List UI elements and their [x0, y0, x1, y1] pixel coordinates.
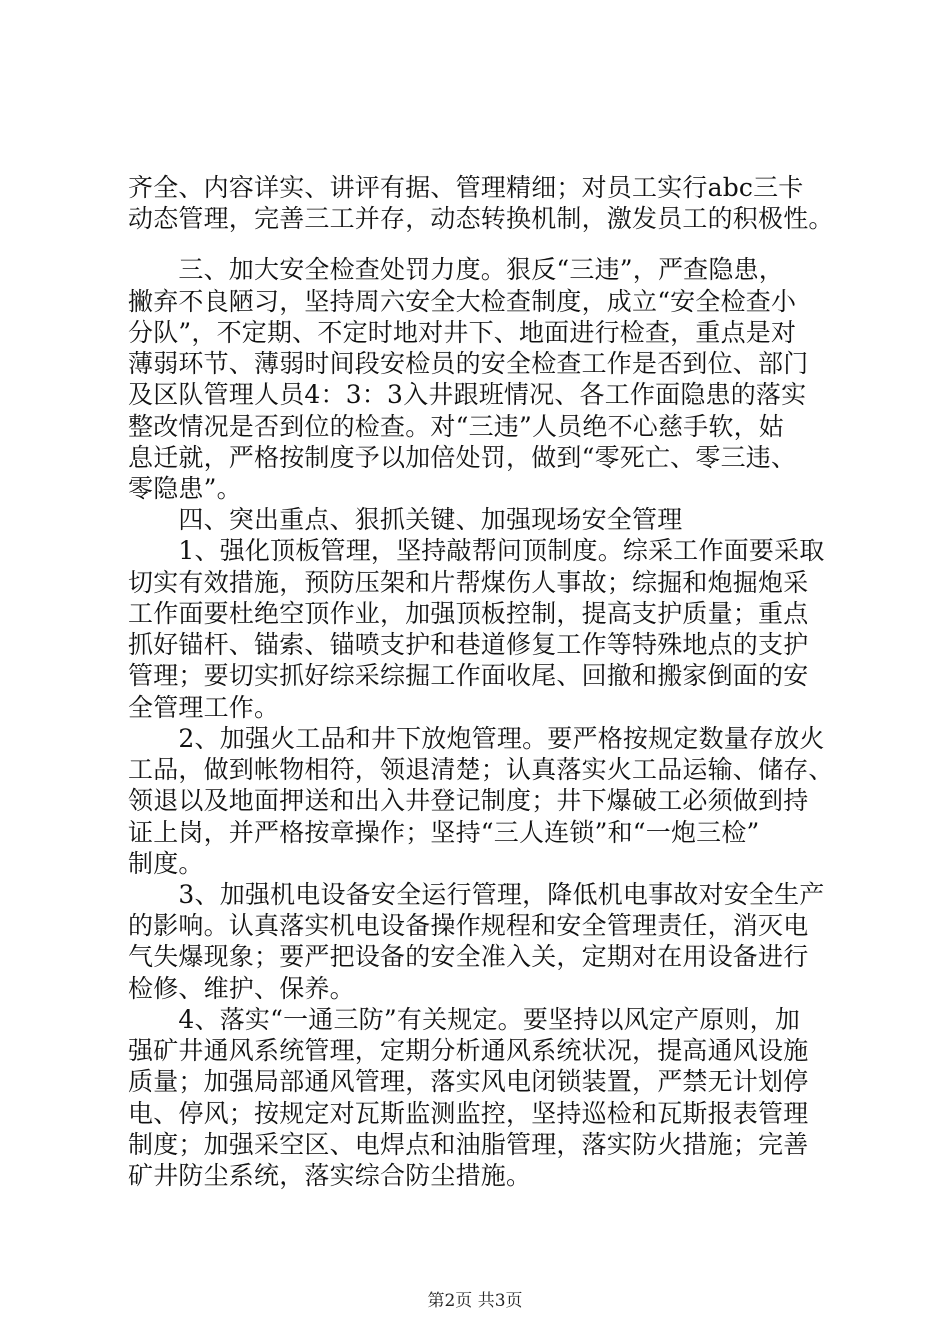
text-line: 齐全、内容详实、讲评有据、管理精细；对员工实行abc三卡: [128, 173, 804, 202]
text-line: 切实有效措施，预防压架和片帮煤伤人事故；综掘和炮掘炮采: [128, 568, 809, 597]
text-line: 的影响。认真落实机电设备操作规程和安全管理责任，消灭电: [128, 911, 809, 940]
text-line: 全管理工作。: [128, 693, 280, 722]
text-line: 矿井防尘系统，落实综合防尘措施。: [128, 1161, 532, 1190]
text-line: 撇弃不良陋习，坚持周六安全大检查制度，成立“安全检查小: [128, 287, 797, 316]
text-line: 证上岗，并严格按章操作；坚持“三人连锁”和“一炮三检”: [128, 818, 760, 847]
text-line: 分队”，不定期、不定时地对井下、地面进行检查，重点是对: [128, 318, 797, 347]
text-line: 1、强化顶板管理，坚持敲帮问顶制度。综采工作面要采取: [128, 536, 825, 565]
text-line: 领退以及地面押送和出入井登记制度；井下爆破工必须做到持: [128, 786, 809, 815]
text-line: 电、停风；按规定对瓦斯监测监控，坚持巡检和瓦斯报表管理: [128, 1099, 809, 1128]
text-line: 零隐患”。: [128, 474, 242, 503]
text-line: 动态管理，完善三工并存，动态转换机制，激发员工的积极性。: [128, 204, 834, 233]
section-heading-line: 三、加大安全检查处罚力度。狠反“三违”，严查隐患，: [128, 255, 784, 284]
page-indicator: 第2页 共3页: [427, 1291, 523, 1311]
text-line: 制度。: [128, 849, 204, 878]
text-line: 整改情况是否到位的检查。对“三违”人员绝不心慈手软，姑: [128, 412, 784, 441]
text-line: 工品，做到帐物相符，领退清楚；认真落实火工品运输、储存、: [128, 755, 834, 784]
text-line: 制度；加强采空区、电焊点和油脂管理，落实防火措施；完善: [128, 1130, 809, 1159]
section-heading-line: 四、突出重点、狠抓关键、加强现场安全管理: [128, 505, 683, 534]
text-line: 息迁就，严格按制度予以加倍处罚，做到“零死亡、零三违、: [128, 443, 797, 472]
text-line: 2、加强火工品和井下放炮管理。要严格按规定数量存放火: [128, 724, 825, 753]
text-line: 及区队管理人员4：3：3入井跟班情况、各工作面隐患的落实: [128, 380, 807, 409]
text-line: 强矿井通风系统管理，定期分析通风系统状况，提高通风设施: [128, 1036, 809, 1065]
text-line: 检修、维护、保养。: [128, 974, 355, 1003]
text-line: 工作面要杜绝空顶作业，加强顶板控制，提高支护质量；重点: [128, 599, 809, 628]
text-line: 气失爆现象；要严把设备的安全准入关，定期对在用设备进行: [128, 942, 809, 971]
text-line: 薄弱环节、薄弱时间段安检员的安全检查工作是否到位、部门: [128, 349, 809, 378]
text-line: 4、落实“一通三防”有关规定。要坚持以风定产原则，加: [128, 1005, 801, 1034]
text-line: 管理；要切实抓好综采综掘工作面收尾、回撤和搬家倒面的安: [128, 661, 809, 690]
text-line: 3、加强机电设备安全运行管理，降低机电事故对安全生产: [128, 880, 825, 909]
text-line: 质量；加强局部通风管理，落实风电闭锁装置，严禁无计划停: [128, 1067, 809, 1096]
text-line: 抓好锚杆、锚索、锚喷支护和巷道修复工作等特殊地点的支护: [128, 630, 809, 659]
